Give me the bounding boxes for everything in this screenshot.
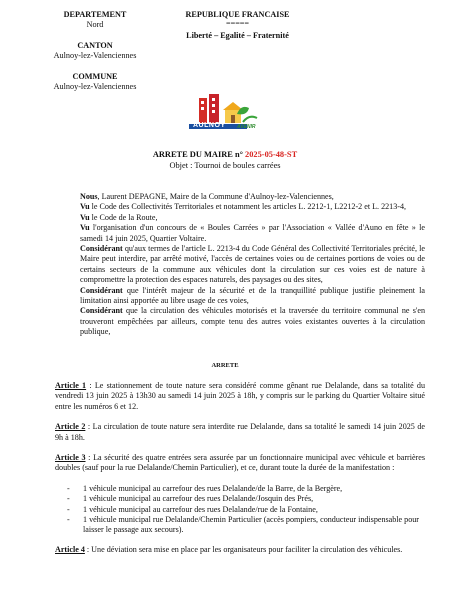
decree-number: 2025-05-48-ST <box>245 150 298 159</box>
preamble <box>80 192 425 338</box>
vu1-text: le Code des Collectivités Territoriales et notamment les articles L. 2212-1, L2212-2 et L. 2213-4, <box>89 202 407 212</box>
nous-text: , Laurent DEPAGNE, Maire de la Commune d'Aulnoy-lez-Valenciennes, <box>97 192 334 201</box>
commune-label: COMMUNE <box>72 72 118 81</box>
considerant1-text: qu'aux termes de l'article L. 2213-4 du Code Général des Collectivité Territoriales précité, le Maire peut interdire, par arrêté motivé, l'accès de certaines voies ou de certaines portions de voies ou de certains secteurs de la commune aux véhicules dont la circulation sur ces voies est de nature à compromettre la protection des espaces naturels, des paysages ou des sites, <box>80 244 425 285</box>
decree-object: Objet : Tournoi de boules carrées <box>169 160 281 170</box>
article2-label: Article 2 <box>55 422 86 432</box>
list-item: - 1 véhicule municipal au carrefour des rues Delalande/rue de la Fontaine, <box>67 504 318 514</box>
article1-text: : Le stationnement de toute nature sera considéré comme gênant rue Delalande, dans sa totalité du vendredi 13 juin 2025 à 13h30 au samedi 14 juin 2025 à 18h, y compris sur le parking du Quartier Voltaire situé entre les numéros 6 et 12. <box>55 381 425 411</box>
list-item: - 1 véhicule municipal au carrefour des rues Delalande/de la Barre, de la Bergère, <box>67 483 343 493</box>
logo-avenir: AVENIR <box>237 124 256 130</box>
canton-label: CANTON <box>77 41 113 50</box>
list-item: - 1 véhicule municipal au carrefour des rues Delalande/Josquin des Prés, <box>67 494 314 504</box>
considerant2-label: Considérant <box>80 285 123 295</box>
department-label: DEPARTEMENT <box>63 10 127 19</box>
article3-label: Article 3 <box>55 453 86 463</box>
commune-value: Aulnoy-lez-Valenciennes <box>53 82 137 91</box>
republic-motto: Liberté – Egalité – Fraternité <box>186 31 289 40</box>
canton-value: Aulnoy-lez-Valenciennes <box>53 51 137 60</box>
considerant3-text: que la circulation des véhicules motorisés et la traversée du territoire communal ne s'en trouveront empêchées par ailleurs, compte tenu des autres voies existantes ouvertes à la circulation publique, <box>80 306 425 337</box>
decree-title-prefix: ARRETE DU MAIRE n° <box>152 150 246 159</box>
article4-text: : Une déviation sera mise en place par les organisateurs pour faciliter la circulation des véhicules. <box>84 544 403 554</box>
town-logo <box>185 92 265 134</box>
considerant3-label: Considérant <box>80 306 123 316</box>
articles <box>55 381 425 555</box>
considerant2-text: que l'intérêt majeur de la sécurité et de la tranquillité publique justifie pleinement la limitation ainsi apportée au libre usage de ces voies, <box>80 285 425 306</box>
vu2-text: le Code de la Route, <box>89 212 158 222</box>
republic-rule: ===== <box>225 19 250 28</box>
list-item: - 1 véhicule municipal rue Delalande/Chemin Particulier (accès pompiers, conducteur indispensable pour laisser le passage aux secours). <box>67 515 420 535</box>
vu3-text: l'organisation d'un concours de « Boules Carrées » par l'Association « Vallée d'Auno en fête » le samedi 14 juin 2025, Quartier Voltaire. <box>80 223 425 243</box>
article4-label: Article 4 <box>55 544 85 554</box>
article2-text: : La circulation de toute nature sera interdite rue Delalande, dans sa totalité le samedi 14 juin 2025 de 9h à 18h. <box>55 422 425 442</box>
article3-list <box>55 484 425 536</box>
logo-text: AULNOY <box>193 122 226 129</box>
vu1-label: Vu <box>80 202 90 212</box>
vu3-label: Vu <box>80 223 90 233</box>
admin-header <box>20 10 170 92</box>
department-value: Nord <box>86 20 104 29</box>
republic-title: REPUBLIQUE FRANCAISE <box>185 10 290 19</box>
article3-text: : La sécurité des quatre entrées sera assurée par un fonctionnaire municipal avec véhicule et barrières doubles (sauf pour la rue Delalande/Chemin Particulier), et ce, durant toute la durée de la manifestation : <box>55 453 425 473</box>
nous-label: Nous <box>80 192 98 201</box>
decree-title <box>60 150 390 171</box>
republic-header <box>175 10 300 41</box>
vu2-label: Vu <box>80 212 90 222</box>
considerant1-label: Considérant <box>80 244 123 254</box>
article1-label: Article 1 <box>55 381 87 390</box>
arrete-heading: ARRETE <box>211 362 239 369</box>
